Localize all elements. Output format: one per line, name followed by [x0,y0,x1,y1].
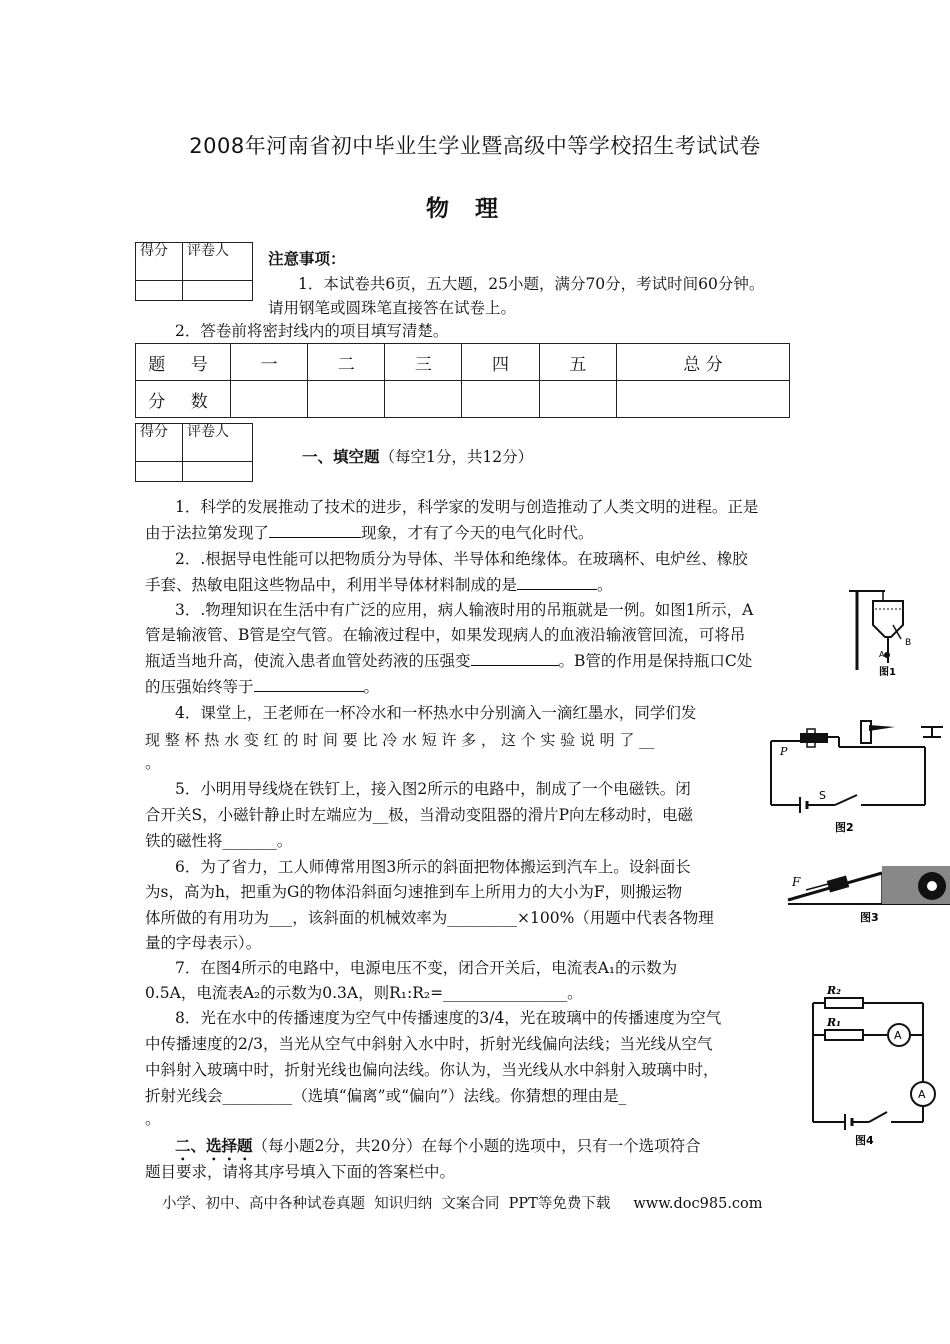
q4-line3: 。 [145,754,161,772]
q2-line2 [145,572,613,599]
fig4-caption: 图4 [855,1134,874,1147]
q2-line1: 2．.根据导电性能可以把物质分为导体、半导体和绝缘体。在玻璃杯、电炉丝、橡胶 [175,550,748,568]
fig4-ammeter-a1: A [918,1088,926,1101]
q8-line5: 。 [145,1110,161,1128]
notice-item2: 2．答卷前将密封线内的项目填写清楚。 [175,322,449,340]
score-box-section1 [135,423,253,482]
figure-3-incline [782,848,950,928]
fig4-label-r1: R₁ [827,1016,841,1029]
q7-line1: 7．在图4所示的电路中，电源电压不变，闭合开关后，电流表A₁的示数为 [175,959,678,977]
section2-line2: 题目要求，请将其序号填入下面的答案栏中。 [145,1163,456,1181]
notice-item1: 1．本试卷共6页，五大题，25小题，满分70分，考试时间60分钟。 [298,275,765,293]
col-1: 一 [231,344,308,381]
q8-line4: 折射光线会_________（选填“偏离”或“偏向”）法线。你猜想的理由是_ [145,1087,627,1105]
q6-line1: 6．为了省力，工人师傅常用图3所示的斜面把物体搬运到汽车上。设斜面长 [175,858,691,876]
grader-label: 评卷人 [183,424,253,462]
q3-line4 [145,674,379,701]
score-cell-2[interactable] [308,381,385,418]
grader-label: 评卷人 [183,243,253,281]
grader-cell[interactable] [183,462,253,482]
section1-note: （每空1分，共12分） [379,448,534,466]
fig4-ammeter-a2: A [894,1029,902,1042]
col-4: 四 [462,344,539,381]
figure-4-parallel-circuit [805,982,950,1152]
q2-text-b: 。 [597,576,613,594]
q3-text-a: 瓶适当地升高，使流入患者血管处药液的压强变 [145,652,471,670]
fig2-caption: 图2 [835,821,854,834]
section2-heading: 二、选择题 [175,1137,253,1155]
fig2-label-s: S [819,789,826,802]
q7-line2: 0.5A，电流表A₂的示数为0.3A，则R₁:R₂=________________。 [145,984,583,1002]
q4-line1: 4．课堂上，王老师在一杯冷水和一杯热水中分别滴入一滴红墨水，同学们发 [175,704,697,722]
q1-blank[interactable] [269,521,361,538]
q8-line1: 8．光在水中的传播速度为空气中传播速度的3/4，光在玻璃中的传播速度为空气 [175,1009,722,1027]
q1-text-a: 由于法拉第发现了 [145,524,270,542]
section2-note: （每小题2分，共20分）在每个小题的选项中，只有一个选项符合 [252,1137,701,1155]
notice-heading: 注意事项： [268,250,346,268]
score-label: 得分 [136,424,183,462]
score-cell-3[interactable] [385,381,462,418]
q6-line3: 体所做的有用功为___，该斜面的机械效率为_________×100%（用题中代表各物理 [145,909,714,927]
col-5: 五 [539,344,616,381]
q5-line1: 5．小明用导线烧在铁钉上，接入图2所示的电路中，制成了一个电磁铁。闭 [175,780,691,798]
row-head-number: 题 号 [136,344,231,381]
score-cell-5[interactable] [539,381,616,418]
q2-text-a: 手套、热敏电阻这些物品中，利用半导体材料制成的是 [145,576,518,594]
notice-item1-cont: 请用钢笔或圆珠笔直接答在试卷上。 [268,299,517,317]
q3-blank-1[interactable] [471,649,559,666]
score-summary-table [135,343,790,418]
subject-title: 物理 [426,196,524,222]
col-total: 总 分 [616,344,789,381]
q1-line1: 1．科学的发展推动了技术的进步，科学家的发明与创造推动了人类文明的进程。正是 [175,498,759,516]
q8-line3: 中斜射入玻璃中时，折射光线也偏向法线。你认为，当光线从水中斜射入玻璃中时， [145,1061,719,1079]
score-cell[interactable] [136,281,183,301]
section1-header [302,444,533,471]
q3-blank-2[interactable] [254,675,364,692]
q3-text-d: 。 [363,678,380,696]
fig4-label-r2: R₂ [827,984,841,997]
q3-text-c: 的压强始终等于 [145,678,254,696]
fig3-caption: 图3 [860,911,879,924]
figure-1-iv-drip [845,585,945,680]
q6-line4: 量的字母表示）。 [145,934,262,952]
section1-heading: 一、填空题 [302,448,380,466]
fig1-caption: 图1 [879,667,896,678]
col-2: 二 [308,344,385,381]
q2-blank[interactable] [517,573,597,590]
fig3-label-f: F [792,875,801,889]
q3-line1: 3．.物理知识在生活中有广泛的应用，病人输液时用的吊瓶就是一例。如图1所示，A [175,601,754,619]
q6-line2: 为s，高为h，把重为G的物体沿斜面匀速推到车上所用力的大小为F，则搬运物 [145,883,683,901]
score-cell-1[interactable] [231,381,308,418]
score-cell-4[interactable] [462,381,539,418]
score-box-top [135,242,253,301]
q8-line2: 中传播速度的2/3，当光从空气中斜射入水中时，折射光线偏向法线；当光线从空气 [145,1035,713,1053]
grader-cell[interactable] [183,281,253,301]
row-head-score: 分 数 [136,381,231,418]
svg-text:A: A [879,650,885,659]
q3-line2: 管是输液管、B管是空气管。在输液过程中，如果发现病人的血液沿输液管回流，可将吊 [145,626,746,644]
q5-line2: 合开关S，小磁针静止时左端应为__极，当滑动变阻器的滑片P向左移动时，电磁 [145,806,694,824]
score-cell[interactable] [136,462,183,482]
q1-line2 [145,520,594,547]
svg-text:B: B [905,638,912,648]
fig2-label-p: P [780,745,788,758]
q5-line3: 铁的磁性将_______。 [145,832,293,850]
q3-text-b: 。B管的作用是保持瓶口C处 [558,652,753,670]
score-cell-total[interactable] [616,381,789,418]
q3-line3 [145,648,752,675]
q1-text-b: 现象，才有了今天的电气化时代。 [361,524,594,542]
exam-title: 2008年河南省初中毕业生学业暨高级中等学校招生考试试卷 [189,134,761,158]
page-footer: 小学、初中、高中各种试卷真题 知识归纳 文案合同 PPT等免费下载 www.doc985.com [162,1196,763,1212]
col-3: 三 [385,344,462,381]
q4-line2: 现 整 杯 热 水 变 红 的 时 间 要 比 冷 水 短 许 多 ， 这 个 实 验 说 明 了 __ [145,731,655,749]
figure-2-electromagnet [765,717,950,837]
score-label: 得分 [136,243,183,281]
